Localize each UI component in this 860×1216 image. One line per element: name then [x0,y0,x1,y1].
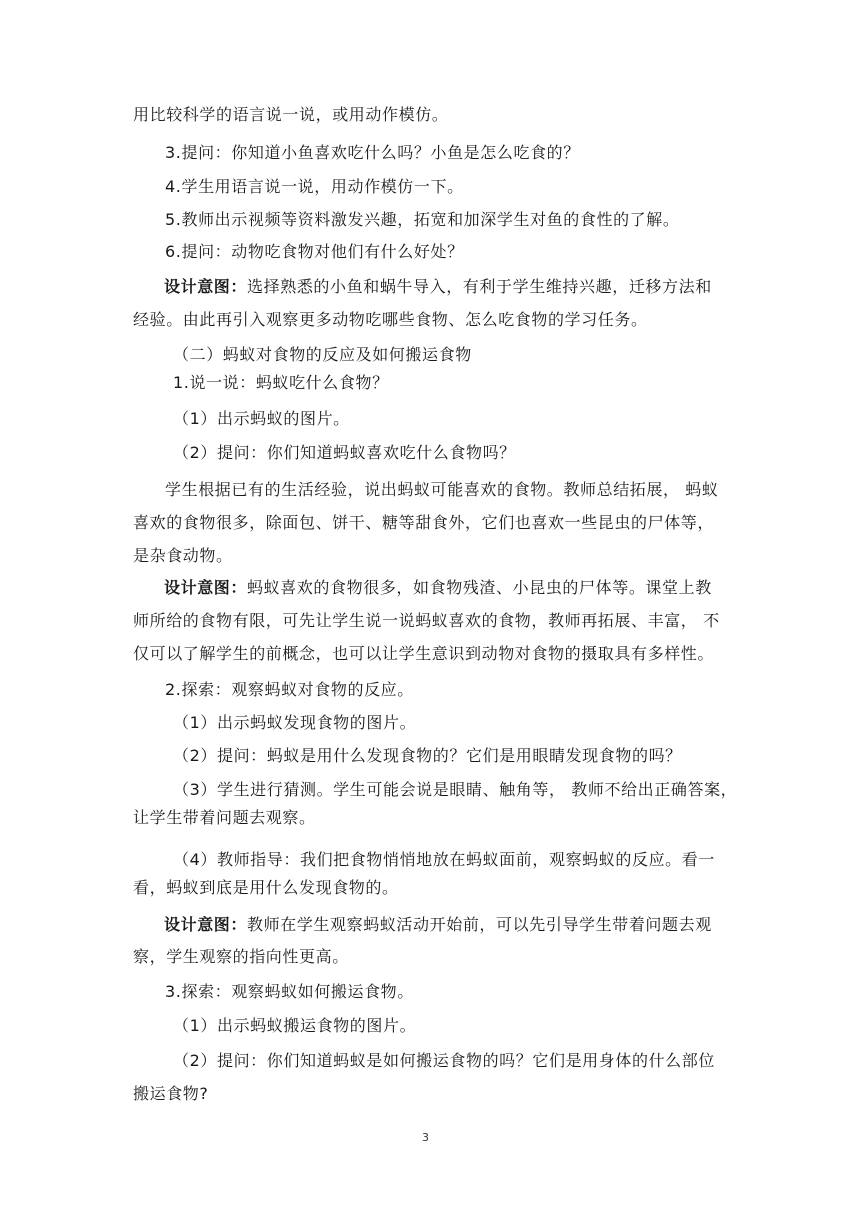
paragraph-line: （2）提问：你们知道蚂蚁喜欢吃什么食物吗？ [173,443,516,462]
paragraph-line: （1）出示蚂蚁发现食物的图片。 [173,713,417,732]
paragraph-line: （1）出示蚂蚁搬运食物的图片。 [173,1016,417,1035]
paragraph-line: 学生根据已有的生活经验，说出蚂蚁可能喜欢的食物。教师总结拓展， 蚂蚁 [165,480,719,499]
paragraph-line: 5.教师出示视频等资料激发兴趣，拓宽和加深学生对鱼的食性的了解。 [165,210,680,229]
paragraph-line: 是杂食动物。 [133,546,233,565]
paragraph-line: 喜欢的食物很多，除面包、饼干、糖等甜食外，它们也喜欢一些昆虫的尸体等， [133,513,715,532]
paragraph-line: 师所给的食物有限，可先让学生说一说蚂蚁喜欢的食物，教师再拓展、丰富， 不 [133,611,720,630]
paragraph-line: （2）提问：你们知道蚂蚁是如何搬运食物的吗？它们是用身体的什么部位 [173,1051,715,1070]
design-intent-label: 设计意图： [164,277,248,296]
paragraph-line: （3）学生进行猜测。学生可能会说是眼睛、触角等， 教师不给出正确答案， [173,780,738,799]
section-heading: （二）蚂蚁对食物的反应及如何搬运食物 [173,345,472,364]
design-intent-text: 选择熟悉的小鱼和蜗牛导入，有利于学生维持兴趣，迁移方法和 [247,277,712,296]
paragraph-line: 察，学生观察的指向性更高。 [133,947,349,966]
paragraph-line: （1）出示蚂蚁的图片。 [173,409,350,428]
design-intent-text: 教师在学生观察蚂蚁活动开始前，可以先引导学生带着问题去观 [247,915,712,934]
paragraph-line: 看，蚂蚁到底是用什么发现食物的。 [133,878,399,897]
design-intent-text: 蚂蚁喜欢的食物很多，如食物残渣、小昆虫的尸体等。课堂上教 [247,578,712,597]
paragraph-line: 6.提问：动物吃食物对他们有什么好处？ [165,242,464,261]
design-intent-line [164,578,712,598]
subsection-heading: 3.探索：观察蚂蚁如何搬运食物。 [165,982,414,1001]
paragraph-line: 4.学生用语言说一说，用动作模仿一下。 [165,177,464,196]
subsection-heading: 2.探索：观察蚂蚁对食物的反应。 [165,680,414,699]
paragraph-line: 仅可以了解学生的前概念，也可以让学生意识到动物对食物的摄取具有多样性。 [133,644,715,663]
paragraph-line: 搬运食物? [133,1084,209,1103]
design-intent-label: 设计意图： [164,578,248,597]
page-number: 3 [422,1131,429,1144]
subsection-heading: 1.说一说：蚂蚁吃什么食物？ [173,373,389,392]
paragraph-line: （4）教师指导：我们把食物悄悄地放在蚂蚁面前，观察蚂蚁的反应。看一 [173,850,715,869]
design-intent-line [164,277,712,297]
design-intent-line [164,915,712,935]
paragraph-line: 经验。由此再引入观察更多动物吃哪些食物、怎么吃食物的学习任务。 [133,310,648,329]
paragraph-line: 3.提问：你知道小鱼喜欢吃什么吗？小鱼是怎么吃食的？ [165,143,580,162]
paragraph-line: （2）提问：蚂蚁是用什么发现食物的？它们是用眼睛发现食物的吗？ [173,746,682,765]
design-intent-label: 设计意图： [164,915,248,934]
paragraph-line: 用比较科学的语言说一说，或用动作模仿。 [133,105,449,124]
paragraph-line: 让学生带着问题去观察。 [133,808,316,827]
